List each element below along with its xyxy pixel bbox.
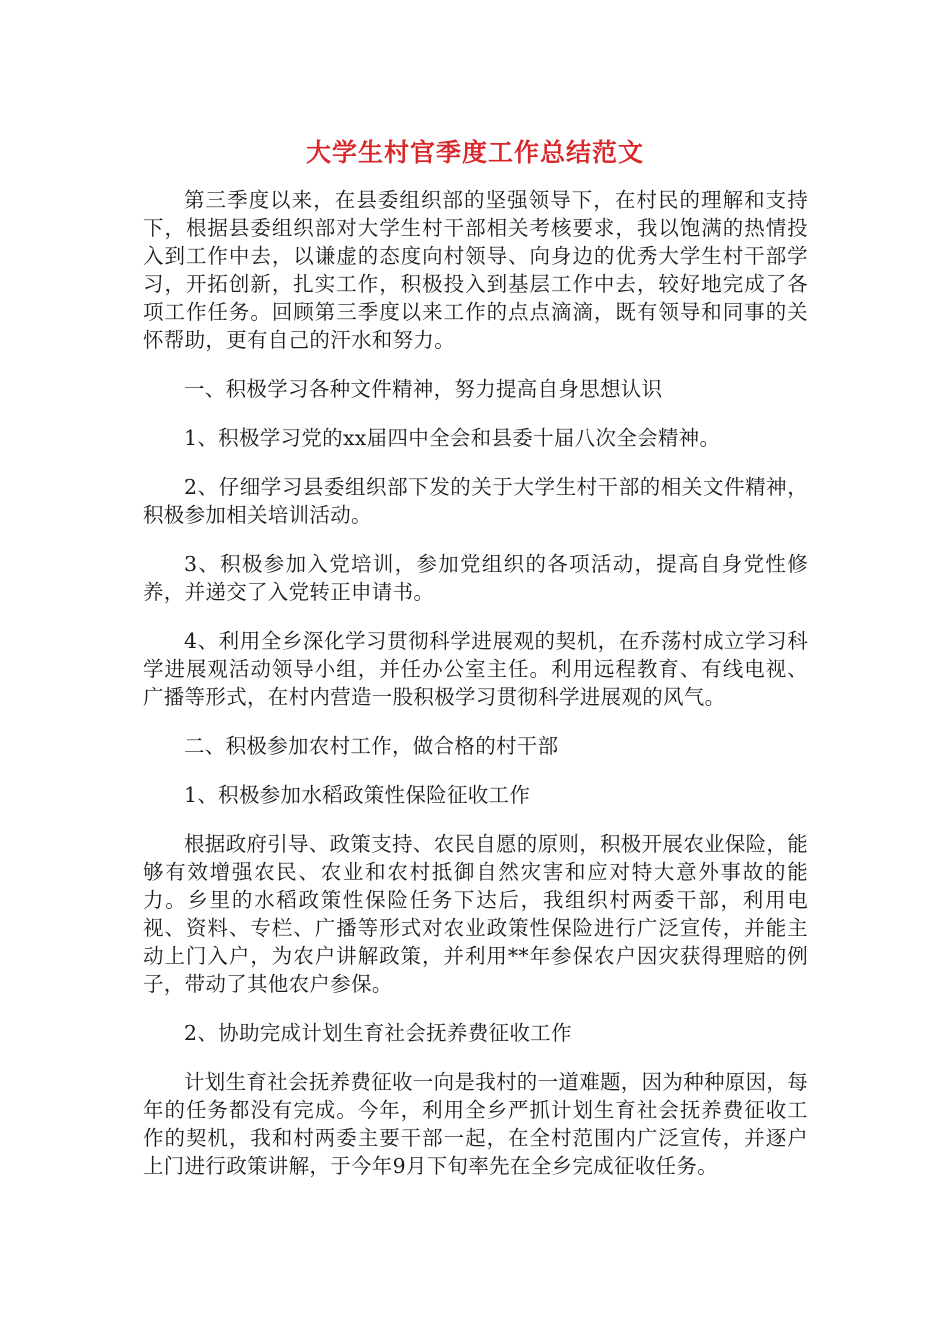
section-heading-1: 一、积极学习各种文件精神，努力提高自身思想认识 [184, 377, 663, 401]
list-item-1-3: 3、积极参加入党培训，参加党组织的各项活动，提高自身党性修养，并递交了入党转正申请书。 [143, 552, 808, 604]
section-heading-2: 二、积极参加农村工作，做合格的村干部 [184, 734, 559, 758]
document-title: 大学生村官季度工作总结范文 [305, 138, 644, 167]
list-item-1-4: 4、利用全乡深化学习贯彻科学进展观的契机，在乔荡村成立学习科学进展观活动领导小组，并任办公室主任。利用远程教育、有线电视、广播等形式，在村内营造一股积极学习贯彻科学进展观的风气。 [143, 629, 808, 709]
subheading-2-2: 2、协助完成计划生育社会抚养费征收工作 [184, 1021, 572, 1045]
paragraph-insurance: 根据政府引导、政策支持、农民自愿的原则，积极开展农业保险，能够有效增强农民、农业和农村抵御自然灾害和应对特大意外事故的能力。乡里的水稻政策性保险任务下达后，我组织村两委干部，利用电视、资料、专栏、广播等形式对农业政策性保险进行广泛宣传，并能主动上门入户，为农户讲解政策，并利用**年参保农户因灾获得理赔的例子，带动了其他农户参保。 [143, 832, 808, 996]
document-body [143, 186, 808, 1201]
paragraph-family-planning: 计划生育社会抚养费征收一向是我村的一道难题，因为种种原因，每年的任务都没有完成。今年，利用全乡严抓计划生育社会抚养费征收工作的契机，我和村两委主要干部一起，在全村范围内广泛宣传，并逐户上门进行政策讲解，于今年9月下旬率先在全乡完成征收任务。 [143, 1070, 808, 1178]
subheading-2-1: 1、积极参加水稻政策性保险征收工作 [184, 783, 531, 807]
paragraph-intro: 第三季度以来，在县委组织部的坚强领导下，在村民的理解和支持下，根据县委组织部对大学生村干部相关考核要求，我以饱满的热情投入到工作中去，以谦虚的态度向村领导、向身边的优秀大学生村干部学习，开拓创新，扎实工作，积极投入到基层工作中去，较好地完成了各项工作任务。回顾第三季度以来工作的点点滴滴，既有领导和同事的关怀帮助，更有自己的汗水和努力。 [143, 188, 808, 352]
list-item-1-2: 2、仔细学习县委组织部下发的关于大学生村干部的相关文件精神，积极参加相关培训活动。 [143, 475, 808, 527]
list-item-1-1: 1、积极学习党的xx届四中全会和县委十届八次全会精神。 [184, 426, 721, 450]
